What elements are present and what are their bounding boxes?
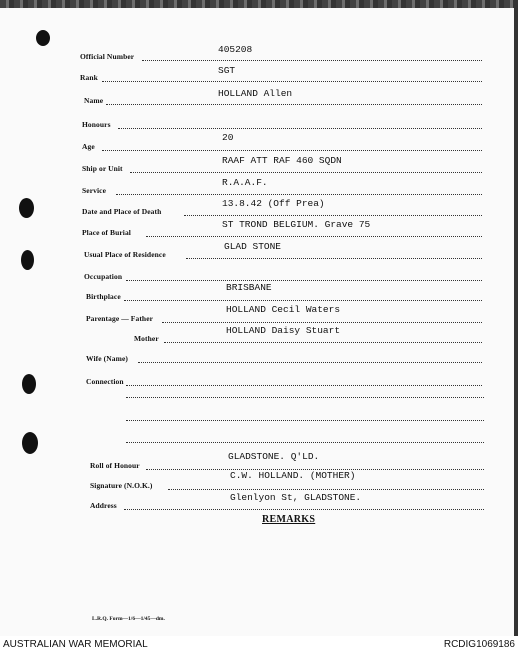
label-usual-residence: Usual Place of Residence [84, 250, 166, 259]
label-age: Age [82, 142, 95, 151]
row-name [0, 88, 518, 106]
value-age: 20 [222, 132, 234, 143]
label-mother: Mother [134, 334, 159, 343]
form-code: L.R.Q. Form—1/6—1/45—dm. [92, 616, 165, 622]
label-honours: Honours [82, 120, 111, 129]
value-address: Glenlyon St, GLADSTONE. [230, 492, 362, 503]
row-roll-of-honour [0, 453, 518, 471]
row-address [0, 493, 518, 511]
label-wife: Wife (Name) [86, 354, 128, 363]
row-ship-or-unit [0, 156, 518, 174]
row-rank [0, 65, 518, 83]
scan-top-edge [0, 0, 518, 8]
label-occupation: Occupation [84, 272, 123, 281]
label-connection: Connection [86, 377, 124, 386]
row-birthplace [0, 284, 518, 302]
value-place-of-burial: ST TROND BELGIUM. Grave 75 [222, 219, 371, 230]
row-official-number [0, 44, 518, 62]
label-signature: Signature (N.O.K.) [90, 481, 153, 490]
connection-line-4 [126, 442, 484, 443]
label-address: Address [90, 501, 117, 510]
label-official-number: Official Number [80, 52, 135, 61]
value-birthplace: BRISBANE [226, 282, 272, 293]
value-official-number: 405208 [218, 44, 253, 55]
label-parentage-father: Parentage — Father [86, 314, 154, 323]
label-name: Name [84, 96, 104, 105]
value-name: HOLLAND Allen [218, 88, 293, 99]
value-mother: HOLLAND Daisy Stuart [226, 325, 341, 336]
value-ship-or-unit: RAAF ATT RAF 460 SQDN [222, 155, 342, 166]
row-signature [0, 470, 518, 491]
label-service: Service [82, 186, 107, 195]
remarks-heading: REMARKS [262, 514, 316, 525]
label-ship-or-unit: Ship or Unit [82, 164, 123, 173]
connection-line-3 [126, 420, 484, 421]
value-parentage-father: HOLLAND Cecil Waters [226, 304, 341, 315]
value-rank: SGT [218, 65, 236, 76]
value-service: R.A.A.F. [222, 177, 268, 188]
footer-record-id: RCDIG1069186 [443, 639, 515, 650]
value-roll-of-honour: GLADSTONE. Q'LD. [228, 451, 320, 462]
label-rank: Rank [80, 73, 98, 82]
value-date-place-death: 13.8.42 (Off Prea) [222, 198, 325, 209]
label-place-of-burial: Place of Burial [82, 228, 131, 237]
row-age [0, 134, 518, 152]
row-place-of-burial [0, 220, 518, 238]
label-roll-of-honour: Roll of Honour [90, 461, 140, 470]
punch-hole-4 [22, 432, 38, 454]
footer-bar [0, 636, 518, 654]
value-signature: C.W. HOLLAND. (MOTHER) [230, 470, 356, 481]
label-birthplace: Birthplace [86, 292, 121, 301]
connection-line-2 [126, 397, 484, 398]
label-date-place-death: Date and Place of Death [82, 207, 162, 216]
value-usual-residence: GLAD STONE [224, 241, 282, 252]
row-date-place-death [0, 199, 518, 217]
row-connection [0, 369, 518, 387]
row-honours [0, 112, 518, 130]
row-occupation [0, 264, 518, 282]
footer-archive-name: AUSTRALIAN WAR MEMORIAL [3, 639, 148, 650]
row-wife [0, 346, 518, 364]
row-usual-residence [0, 242, 518, 260]
row-parentage-father [0, 306, 518, 324]
row-service [0, 178, 518, 196]
row-mother [0, 326, 518, 344]
